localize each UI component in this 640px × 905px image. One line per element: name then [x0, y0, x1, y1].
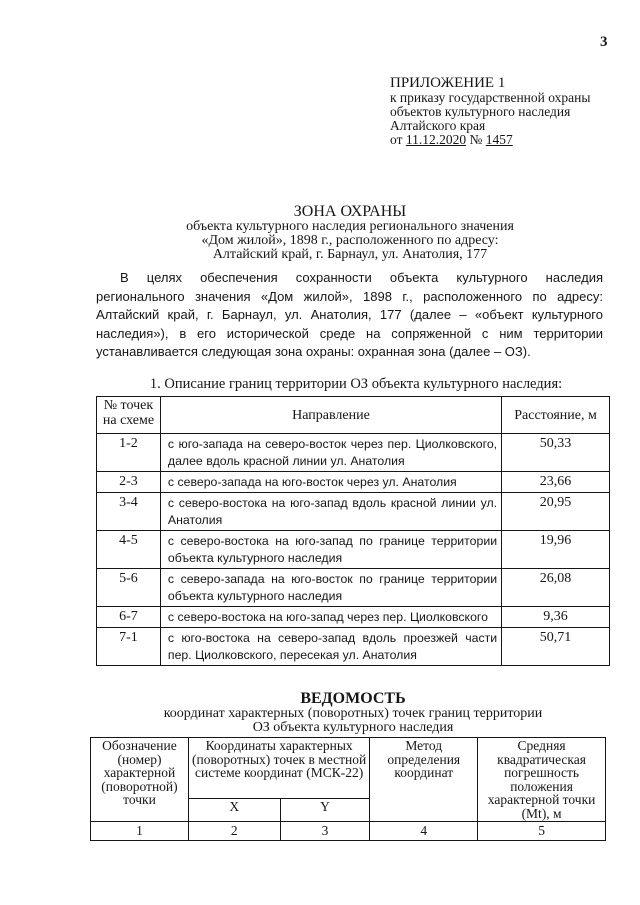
order-number: 1457 [485, 132, 513, 147]
cell-direction: с северо-востока на юго-запад вдоль красной линии ул. Анатолия [160, 493, 501, 531]
column-number: 2 [188, 822, 280, 841]
cell-points: 3-4 [97, 493, 161, 531]
vedomost-line: ОЗ объекта культурного наследия [252, 720, 454, 735]
cell-points: 1-2 [97, 434, 161, 472]
cell-direction: с северо-запада на юго-восток по границе территории объекта культурного наследия [160, 569, 501, 607]
header-distance: Расстояние, м [502, 397, 610, 434]
cell-distance: 9,36 [502, 607, 610, 628]
table-row [97, 472, 610, 493]
document-title [100, 203, 600, 262]
appendix-line: к приказу государственной охраны [390, 90, 591, 105]
header-coordinates: Координаты характерных (поворотных) точек в местной системе координат (МСК-22) [188, 738, 369, 799]
table-row [97, 493, 610, 531]
title-line: Алтайский край, г. Барнаул, ул. Анатолия, 177 [212, 247, 488, 262]
cell-direction: с северо-запада на юго-восток через ул. Анатолия [160, 472, 501, 493]
title-main: ЗОНА ОХРАНЫ [293, 203, 407, 220]
title-line: объекта культурного наследия регионального значения [186, 219, 514, 234]
appendix-heading: ПРИЛОЖЕНИЕ 1 [390, 75, 506, 91]
appendix-block [390, 75, 590, 147]
date-prefix: от [390, 132, 403, 147]
column-number: 1 [91, 822, 189, 841]
table-row [97, 569, 610, 607]
number-sign: № [469, 132, 483, 147]
page-number: 3 [600, 34, 608, 50]
cell-distance: 26,08 [502, 569, 610, 607]
cell-distance: 23,66 [502, 472, 610, 493]
column-number: 3 [280, 822, 370, 841]
cell-points: 6-7 [97, 607, 161, 628]
appendix-line: объектов культурного наследия [390, 104, 571, 119]
cell-distance: 50,33 [502, 434, 610, 472]
cell-direction: с юго-востока на северо-запад вдоль проезжей части пер. Циолковского, пересекая ул. Анатолия [160, 628, 501, 666]
header-point-designation: Обозначение (номер) характерной (поворотной) точки [91, 738, 189, 822]
header-y: Y [280, 798, 370, 821]
cell-distance: 50,71 [502, 628, 610, 666]
table-header-row [97, 397, 610, 434]
appendix-date-line [390, 133, 590, 147]
vedomost-line: координат характерных (поворотных) точек границ территории [163, 706, 543, 721]
section-title: 1. Описание границ территории ОЗ объекта культурного наследия: [149, 376, 563, 392]
cell-distance: 20,95 [502, 493, 610, 531]
cell-points: 4-5 [97, 531, 161, 569]
header-error: Средняя квадратическая погрешность положения характерной точки (Mt), м [478, 738, 606, 822]
appendix-line: Алтайского края [390, 118, 486, 133]
header-method: Метод определения координат [370, 738, 478, 822]
cell-points: 5-6 [97, 569, 161, 607]
table-row [91, 822, 606, 841]
cell-points: 7-1 [97, 628, 161, 666]
cell-distance: 19,96 [502, 531, 610, 569]
table-row [97, 434, 610, 472]
table-row [97, 607, 610, 628]
column-number: 5 [478, 822, 606, 841]
cell-direction: с северо-востока на юго-запад через пер. Циолковского [160, 607, 501, 628]
title-line: «Дом жилой», 1898 г., расположенного по адресу: [201, 233, 499, 248]
order-date: 11.12.2020 [405, 132, 467, 147]
header-points: № точек на схеме [97, 397, 161, 434]
intro-paragraph: В целях обеспечения сохранности объекта культурного наследия регионального значения «Дом жилой», 1898 г., расположенного по адресу: Алтайский край, г. Барнаул, ул. Анатолия, 177 (далее – «объект культурного наследия»), в его исторической среде на сопряженной с ним территории устанавливается следующая зона охраны: охранная зона (далее – ОЗ). [96, 270, 603, 359]
table-header-row [91, 738, 606, 799]
cell-direction: с юго-запада на северо-восток через пер. Циолковского, далее вдоль красной линии ул. Анатолия [160, 434, 501, 472]
header-direction: Направление [160, 397, 501, 434]
coordinates-table [90, 737, 606, 841]
vedomost-title-block [96, 690, 610, 735]
column-number: 4 [370, 822, 478, 841]
table-row [97, 628, 610, 666]
cell-points: 2-3 [97, 472, 161, 493]
vedomost-title: ВЕДОМОСТЬ [300, 690, 406, 707]
cell-direction: с северо-востока на юго-запад по границе территории объекта культурного наследия [160, 531, 501, 569]
header-x: X [188, 798, 280, 821]
table-row [97, 531, 610, 569]
boundaries-table [96, 396, 610, 666]
